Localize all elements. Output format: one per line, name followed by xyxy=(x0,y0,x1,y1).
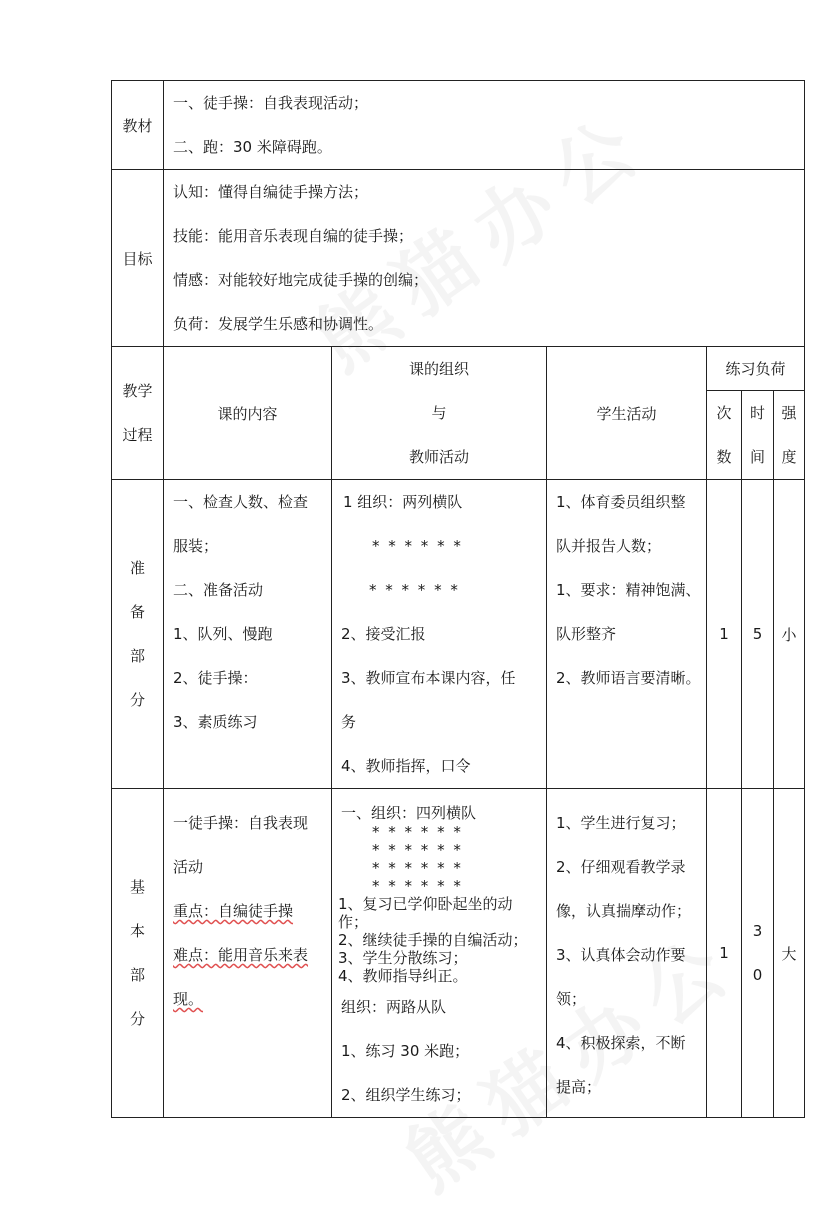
basic-intensity: 大 xyxy=(774,789,805,1118)
prep-org-stars: * * * * * * xyxy=(372,537,463,555)
prep-intensity: 小 xyxy=(774,480,805,789)
basic-label-char: 基 xyxy=(129,878,145,896)
prep-content-line: 二、准备活动 xyxy=(173,581,264,599)
prep-org-line: 3、教师宣布本课内容，任 xyxy=(341,669,516,687)
basic-student-line: 像，认真揣摩动作； xyxy=(556,902,692,920)
header-content: 课的内容 xyxy=(164,347,332,480)
prep-label xyxy=(112,480,164,789)
mubiao-line: 情感：对能较好地完成徒手操的创编； xyxy=(173,271,429,289)
basic-student-line: 1、学生进行复习； xyxy=(556,814,686,832)
header-org-text: 教师活动 xyxy=(408,448,469,466)
header-intensity-text: 强 xyxy=(781,404,797,422)
mubiao-line: 技能：能用音乐表现自编的徒手操； xyxy=(173,227,414,245)
prep-student xyxy=(547,480,707,789)
basic-student-line: 提高； xyxy=(556,1078,602,1096)
mubiao-line: 认知：懂得自编徒手操方法； xyxy=(173,183,369,201)
prep-org-line: 4、教师指挥，口令 xyxy=(341,757,471,775)
prep-content-line: 1、队列、慢跑 xyxy=(173,625,273,643)
basic-label-char: 分 xyxy=(129,1010,145,1028)
basic-content-line: 活动 xyxy=(173,858,204,876)
basic-student-line: 4、积极探索，不断 xyxy=(556,1034,686,1052)
row-prep xyxy=(112,480,805,789)
basic-content-line xyxy=(164,977,331,1021)
header-times-text: 数 xyxy=(716,448,732,466)
prep-content-line: 一、检查人数、检查 xyxy=(173,493,309,511)
basic-duration xyxy=(742,789,774,1118)
basic-label-char: 部 xyxy=(129,966,145,984)
prep-label-char: 备 xyxy=(129,603,145,621)
basic-content-text: 现。 xyxy=(173,990,204,1008)
basic-org-stars: * * * * * * xyxy=(372,877,463,895)
row-jiaocai xyxy=(112,81,805,170)
prep-student-line: 队形整齐 xyxy=(556,625,617,643)
lesson-plan-table xyxy=(111,80,805,1118)
jiaocai-label: 教材 xyxy=(112,81,164,170)
header-duration-text: 间 xyxy=(749,448,765,466)
basic-org-stars: * * * * * * xyxy=(372,859,463,877)
basic-student-line: 领； xyxy=(556,990,587,1008)
header-process xyxy=(112,347,164,480)
prep-label-char: 准 xyxy=(129,559,145,577)
row-mubiao xyxy=(112,170,805,347)
basic-org-title: 一、组织：四列横队 xyxy=(341,804,477,822)
header-process-text: 教学 xyxy=(122,382,153,400)
prep-student-line: 2、教师语言要清晰。 xyxy=(556,669,701,687)
basic-times: 1 xyxy=(707,789,742,1118)
basic-content-text: 难点：能用音乐来表 xyxy=(173,946,309,964)
prep-student-line: 1、要求：精神饱满、 xyxy=(556,581,701,599)
basic-org-line: 组织：两路从队 xyxy=(341,998,447,1016)
prep-content xyxy=(164,480,332,789)
basic-org-step: 2、继续徒手操的自编活动； xyxy=(338,931,528,949)
prep-content-line: 2、徒手操： xyxy=(173,669,258,687)
header-times-text: 次 xyxy=(716,404,732,422)
prep-label-char: 分 xyxy=(129,691,145,709)
header-duration xyxy=(742,391,774,480)
basic-org-step: 4、教师指导纠正。 xyxy=(338,967,468,985)
prep-times: 1 xyxy=(707,480,742,789)
mubiao-line: 负荷：发展学生乐感和协调性。 xyxy=(173,315,384,333)
header-org-text: 与 xyxy=(431,404,447,422)
prep-org xyxy=(332,480,547,789)
prep-student-line: 队并报告人数； xyxy=(556,537,662,555)
prep-org-line: 务 xyxy=(341,713,357,731)
header-intensity-text: 度 xyxy=(781,448,797,466)
basic-content-line: 一徒手操：自我表现 xyxy=(173,814,309,832)
prep-duration: 5 xyxy=(742,480,774,789)
basic-duration-digit: 0 xyxy=(752,966,763,984)
basic-label-char: 本 xyxy=(129,922,145,940)
prep-content-line: 服装； xyxy=(173,537,219,555)
basic-org-line: 2、组织学生练习； xyxy=(341,1086,471,1104)
row-basic xyxy=(112,789,805,1118)
basic-student xyxy=(547,789,707,1118)
header-duration-text: 时 xyxy=(749,404,765,422)
header-org-text: 课的组织 xyxy=(408,360,469,378)
basic-org-step: 1、复习已学仰卧起坐的动 xyxy=(338,895,513,913)
header-process-text: 过程 xyxy=(122,426,153,444)
header-intensity xyxy=(774,391,805,480)
jiaocai-line: 一、徒手操：自我表现活动； xyxy=(173,94,369,112)
basic-org-step: 作； xyxy=(338,913,369,931)
basic-org xyxy=(332,789,547,1118)
basic-duration-digit: 3 xyxy=(752,922,763,940)
mubiao-content xyxy=(164,170,805,347)
basic-org-line: 1、练习 30 米跑； xyxy=(341,1042,470,1060)
basic-student-line: 3、认真体会动作要 xyxy=(556,946,686,964)
prep-content-line: 3、素质练习 xyxy=(173,713,258,731)
prep-org-line: 2、接受汇报 xyxy=(341,625,426,643)
basic-content-text: 重点：自编徒手操 xyxy=(173,902,294,920)
prep-org-stars: * * * * * * xyxy=(369,581,460,599)
header-load: 练习负荷 xyxy=(707,347,805,391)
basic-content-line xyxy=(164,889,331,933)
basic-student-line: 2、仔细观看教学录 xyxy=(556,858,686,876)
header-row-1 xyxy=(112,347,805,391)
basic-content xyxy=(164,789,332,1118)
mubiao-label: 目标 xyxy=(112,170,164,347)
prep-label-char: 部 xyxy=(129,647,145,665)
prep-student-line: 1、体育委员组织整 xyxy=(556,493,686,511)
basic-org-stars: * * * * * * xyxy=(372,823,463,841)
header-times xyxy=(707,391,742,480)
jiaocai-content xyxy=(164,81,805,170)
jiaocai-line: 二、跑：30 米障碍跑。 xyxy=(173,138,332,156)
basic-org-step: 3、学生分散练习； xyxy=(338,949,468,967)
header-student: 学生活动 xyxy=(547,347,707,480)
header-org xyxy=(332,347,547,480)
prep-org-line: 1 组织：两列横队 xyxy=(343,493,463,511)
basic-content-line xyxy=(164,933,331,977)
basic-org-stars: * * * * * * xyxy=(372,841,463,859)
basic-label xyxy=(112,789,164,1118)
